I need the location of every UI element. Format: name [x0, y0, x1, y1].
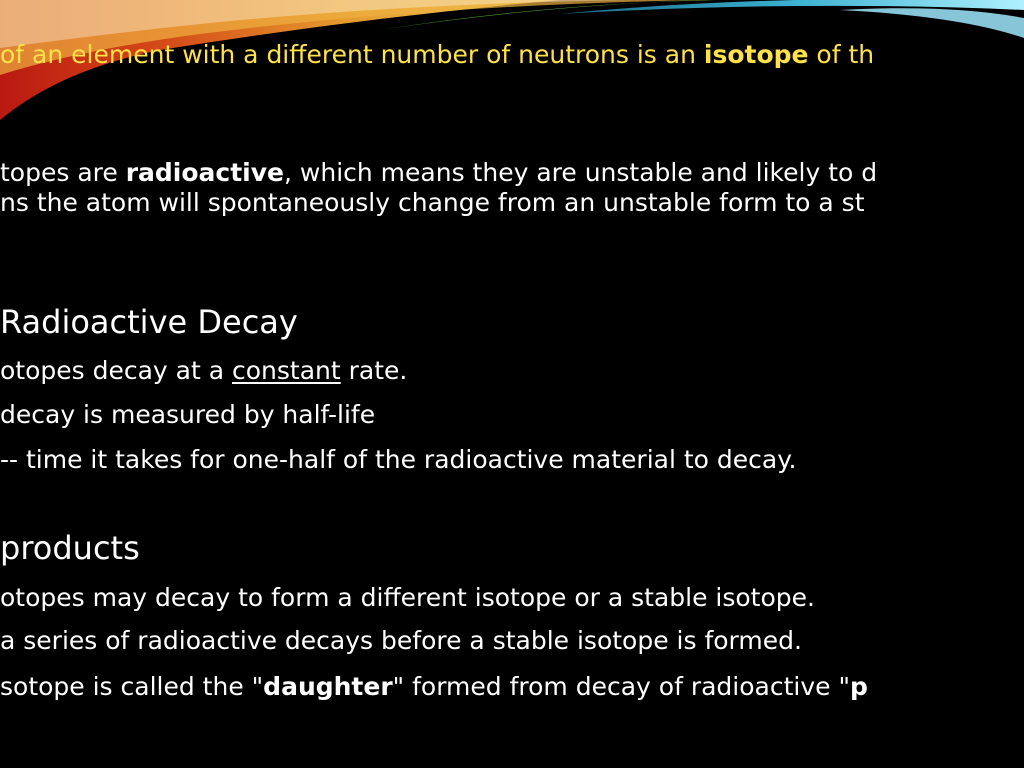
isotope-definition-post: of th: [808, 40, 875, 69]
radioactive-definition-pre: topes are: [0, 158, 126, 187]
decay-series-line: a series of radioactive decays before a stable isotope is formed.: [0, 626, 802, 655]
radioactive-definition-post: , which means they are unstable and likely to d: [284, 158, 878, 187]
heading-radioactive-decay: Radioactive Decay: [0, 303, 298, 341]
daughter-line-pre: sotope is called the ": [0, 672, 264, 701]
constant-rate-post: rate.: [340, 356, 408, 385]
isotope-definition-line: [0, 42, 874, 67]
half-life-definition-line: -- time it takes for one-half of the radioactive material to decay.: [0, 445, 797, 474]
radioactive-definition-line: [0, 160, 877, 185]
daughter-term: daughter: [263, 672, 393, 701]
swoosh-light-band: [840, 8, 1024, 38]
radioactive-term: radioactive: [125, 158, 285, 187]
heading-products: products: [0, 529, 140, 567]
half-life-line: decay is measured by half-life: [0, 400, 376, 429]
isotope-term: isotope: [703, 40, 809, 69]
daughter-line-mid: " formed from decay of radioactive ": [392, 672, 850, 701]
constant-term: constant: [232, 356, 341, 385]
radioactive-explanation-line: ns the atom will spontaneously change from an unstable form to a st: [0, 188, 865, 217]
constant-rate-pre: otopes decay at a: [0, 356, 233, 385]
parent-term-fragment: p: [849, 672, 868, 701]
isotope-definition-pre: of an element with a different number of neutrons is an: [0, 40, 704, 69]
daughter-isotope-line: [0, 674, 868, 699]
constant-rate-line: [0, 358, 407, 383]
decay-products-line: otopes may decay to form a different isotope or a stable isotope.: [0, 583, 815, 612]
